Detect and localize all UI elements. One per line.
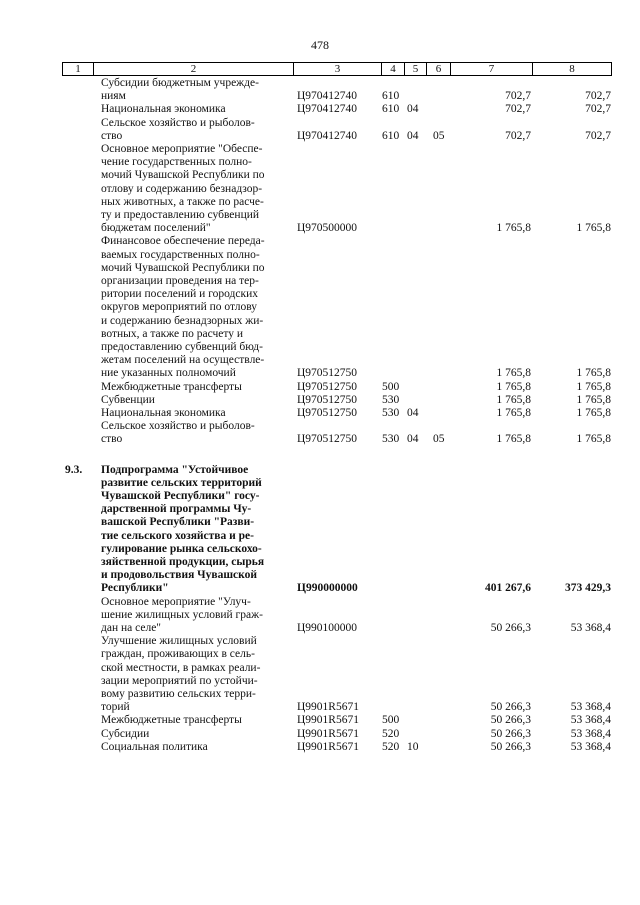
- row-col-8: 1 765,8: [576, 393, 611, 406]
- row-col-5: 04: [407, 433, 419, 446]
- row-col-6: 05: [433, 433, 445, 446]
- row-code: Ц9901R5671: [297, 714, 359, 727]
- row-code: Ц9901R5671: [297, 740, 359, 753]
- row-name-line: Субсидии бюджетным учрежде-: [101, 77, 259, 89]
- row-col-7: 1 765,8: [496, 393, 531, 406]
- row-name: [101, 407, 289, 420]
- table-row: [0, 714, 640, 727]
- row-name-line: Основное мероприятие "Улуч-: [101, 595, 251, 608]
- row-name-line: Основное мероприятие "Обеспе-: [101, 142, 263, 155]
- row-name-line: развитие сельских территорий: [101, 476, 262, 489]
- row-name: [101, 394, 289, 407]
- table-row: [0, 77, 640, 103]
- table-row: [0, 420, 640, 446]
- row-name-line: ту и предоставлению субвенций: [101, 208, 260, 221]
- row-name-line: ство: [101, 129, 123, 142]
- row-col-4: 530: [382, 433, 400, 446]
- row-name-line: зации мероприятий по устойчи-: [101, 674, 258, 687]
- row-name-line: Улучшение жилищных условий: [101, 635, 257, 648]
- row-name-line: зяйственной продукции, сырья: [101, 556, 265, 569]
- row-col-5: 04: [407, 406, 419, 419]
- row-code: Ц990100000: [297, 622, 358, 635]
- row-name-line: округов мероприятий по отлову: [101, 301, 258, 314]
- row-code: Ц970512750: [297, 367, 358, 380]
- row-col-7: 1 765,8: [496, 222, 531, 235]
- row-col-6: 05: [433, 129, 445, 142]
- row-col-8: 53 368,4: [570, 727, 611, 740]
- row-name-line: Подпрограмма "Устойчивое: [101, 463, 249, 476]
- row-col-7: 50 266,3: [490, 622, 531, 635]
- row-name-line: дан на селе": [101, 622, 162, 635]
- row-col-8: 702,7: [585, 103, 611, 116]
- table-row: [0, 381, 640, 394]
- row-col-8: 53 368,4: [570, 622, 611, 635]
- row-name: [101, 143, 289, 235]
- row-col-7: 702,7: [505, 129, 531, 142]
- row-name-line: ритории поселений и городских: [101, 288, 259, 301]
- row-col-8: 1 765,8: [576, 222, 611, 235]
- row-name-line: ниям: [101, 90, 126, 103]
- row-name-line: Межбюджетные трансферты: [101, 380, 242, 393]
- row-name-line: мочий Чувашской Республики по: [101, 169, 265, 182]
- row-name: [101, 103, 289, 116]
- row-col-4: 610: [382, 90, 400, 103]
- row-code: Ц970512750: [297, 380, 358, 393]
- row-name-line: жетам поселений на осуществле-: [101, 354, 265, 367]
- row-col-5: 04: [407, 129, 419, 142]
- row-name: [101, 420, 289, 446]
- row-code: Ц9901R5671: [297, 701, 359, 714]
- row-col-4: 500: [382, 714, 400, 727]
- row-name-line: вашской Республики "Разви-: [101, 516, 255, 529]
- row-code: Ц970412740: [297, 129, 358, 142]
- row-name-line: Сельское хозяйство и рыболов-: [101, 116, 255, 129]
- header-col-8: 8: [532, 63, 611, 75]
- row-name-line: мочий Чувашской Республики по: [101, 261, 265, 274]
- table-body: [0, 77, 640, 754]
- row-col-8: 1 765,8: [576, 406, 611, 419]
- row-col-8: 53 368,4: [570, 740, 611, 753]
- row-name: [101, 741, 289, 754]
- row-col-7: 50 266,3: [490, 727, 531, 740]
- row-name: [101, 596, 289, 636]
- row-name-line: чение государственных полно-: [101, 156, 252, 169]
- table-row: [0, 143, 640, 235]
- row-name-line: вотных, а также по расчету и: [101, 327, 244, 340]
- row-col-7: 50 266,3: [490, 701, 531, 714]
- row-col-5: 10: [407, 740, 419, 753]
- row-col-8: 702,7: [585, 129, 611, 142]
- row-name-line: Межбюджетные трансферты: [101, 714, 242, 727]
- row-col-7: 1 765,8: [496, 367, 531, 380]
- row-name-line: бюджетам поселений": [101, 222, 211, 235]
- row-col-7: 50 266,3: [490, 714, 531, 727]
- header-col-7: 7: [450, 63, 532, 75]
- row-col-7: 1 765,8: [496, 406, 531, 419]
- row-name: [101, 728, 289, 741]
- header-col-4: 4: [381, 63, 404, 75]
- header-col-1: 1: [75, 63, 81, 75]
- row-col-4: 530: [382, 406, 400, 419]
- row-code: Ц970512750: [297, 406, 358, 419]
- row-col-8: 702,7: [585, 90, 611, 103]
- row-name-line: ние указанных полномочий: [101, 367, 236, 380]
- header-col-2: 2: [93, 63, 293, 75]
- row-name-line: Субсидии: [101, 727, 150, 740]
- header-col-6: 6: [426, 63, 450, 75]
- row-col-7: 401 267,6: [485, 582, 531, 595]
- row-name-line: Субвенции: [101, 393, 155, 406]
- row-col-7: 50 266,3: [490, 740, 531, 753]
- row-name-line: ных животных, а также по расче-: [101, 195, 264, 208]
- row-name-line: Чувашской Республики" госу-: [101, 490, 260, 503]
- row-name: [101, 714, 289, 727]
- row-col-7: 1 765,8: [496, 433, 531, 446]
- row-name-line: гулирование рынка сельскохо-: [101, 542, 262, 555]
- table-row: [0, 235, 640, 380]
- row-code: Ц970412740: [297, 103, 358, 116]
- row-name-line: ваемых государственных полно-: [101, 248, 260, 261]
- row-col-7: 702,7: [505, 103, 531, 116]
- row-name-line: шение жилищных условий граж-: [101, 608, 263, 621]
- table-row: [0, 117, 640, 143]
- row-col-4: 610: [382, 103, 400, 116]
- row-name-line: Национальная экономика: [101, 103, 226, 116]
- row-col-5: 04: [407, 103, 419, 116]
- table-row: [0, 407, 640, 420]
- row-name-line: и содержанию безнадзорных жи-: [101, 314, 264, 327]
- table-row: [0, 728, 640, 741]
- header-col-3: 3: [293, 63, 381, 75]
- row-name-line: Финансовое обеспечение переда-: [101, 235, 265, 248]
- row-code: Ц970500000: [297, 222, 358, 235]
- row-name: [101, 117, 289, 143]
- row-col-4: 530: [382, 393, 400, 406]
- row-name: [101, 464, 289, 596]
- row-col-4: 610: [382, 129, 400, 142]
- row-code: Ц970412740: [297, 90, 358, 103]
- row-col-8: 373 429,3: [565, 582, 611, 595]
- table-header: [62, 62, 612, 76]
- row-name-line: торий: [101, 701, 130, 714]
- row-code: Ц990000000: [297, 582, 358, 595]
- row-name: [101, 381, 289, 394]
- row-name-line: вому развитию сельских терри-: [101, 688, 256, 701]
- table-row: [0, 741, 640, 754]
- row-name-line: отлову и содержанию безнадзор-: [101, 182, 263, 195]
- row-col-8: 1 765,8: [576, 433, 611, 446]
- row-code: Ц970512750: [297, 433, 358, 446]
- row-col-8: 53 368,4: [570, 714, 611, 727]
- table-row: [0, 394, 640, 407]
- page-number: 478: [311, 38, 329, 52]
- row-name-line: ской местности, в рамках реали-: [101, 661, 261, 674]
- row-name-line: ство: [101, 433, 123, 446]
- row-col-8: 1 765,8: [576, 380, 611, 393]
- row-col-4: 520: [382, 740, 400, 753]
- table-row: [0, 635, 640, 714]
- row-name: [101, 635, 289, 714]
- row-name-line: Республики": [101, 582, 169, 595]
- row-name-line: Сельское хозяйство и рыболов-: [101, 420, 255, 433]
- row-code: Ц970512750: [297, 393, 358, 406]
- row-code: Ц9901R5671: [297, 727, 359, 740]
- row-name-line: Национальная экономика: [101, 406, 226, 419]
- table-row: [0, 596, 640, 636]
- row-name: [101, 77, 289, 103]
- row-name-line: предоставлению субвенций бюд-: [101, 340, 263, 353]
- row-col-4: 520: [382, 727, 400, 740]
- table-row: [0, 103, 640, 116]
- row-col-8: 53 368,4: [570, 701, 611, 714]
- row-name-line: организации проведения на тер-: [101, 274, 259, 287]
- header-col-5: 5: [404, 63, 426, 75]
- row-name-line: тие сельского хозяйства и ре-: [101, 529, 254, 542]
- table-row: [0, 464, 640, 596]
- row-name-line: Социальная политика: [101, 740, 208, 753]
- row-col-4: 500: [382, 380, 400, 393]
- row-name: [101, 235, 289, 380]
- row-col-7: 702,7: [505, 90, 531, 103]
- row-name-line: граждан, проживающих в сель-: [101, 648, 255, 661]
- row-number: 9.3.: [65, 463, 83, 476]
- row-col-8: 1 765,8: [576, 367, 611, 380]
- row-col-7: 1 765,8: [496, 380, 531, 393]
- row-name-line: и продовольствия Чувашской: [101, 569, 257, 582]
- row-name-line: дарственной программы Чу-: [101, 503, 252, 516]
